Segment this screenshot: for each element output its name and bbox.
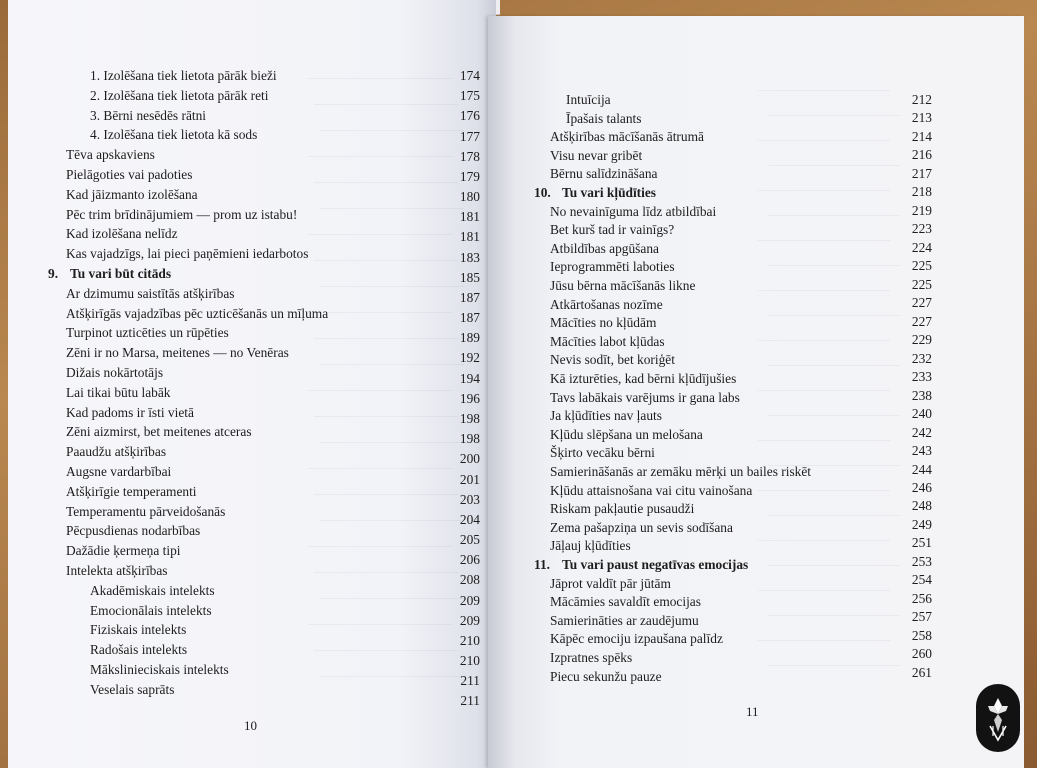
show-through-line: ——————————— [768,457,900,471]
show-through-line: ——————————— [768,107,900,121]
entry-title: Dažādie ķermeņa tipi [66,543,181,559]
entry-title: Tu vari kļūdīties [562,185,657,200]
entry-title: 2. Izolēšana tiek lietota pārāk reti [90,87,269,103]
entry-title: Intuīcija [566,92,611,107]
show-through-line: ——————————— [758,532,890,546]
entry-title: Bērnu salīdzināšana [550,166,658,182]
page-number: 225 [911,276,932,292]
entry-title: Kad padoms ir īsti vietā [66,404,194,420]
entry-title: Ja kļūdīties nav ļauts [550,408,662,424]
show-through-line: ——————————— [758,132,890,146]
entry-title: Zēni aizmirst, bet meitenes atceras [66,424,252,440]
page-number: 257 [911,609,932,625]
page-number: 261 [911,664,932,680]
entry-title: Īpašais talants [566,110,642,126]
entry-title: Ar dzimumu saistītās atšķirības [66,285,235,301]
page-number: 181 [459,209,480,225]
show-through-line: ———————————— [308,304,452,318]
entry-title: Akadēmiskais intelekts [90,582,215,598]
entry-title: Atkārtošanas nozīme [550,296,663,312]
page-number: 183 [459,249,480,265]
show-through-line: ———————————— [314,174,458,188]
entry-title: Augsne vardarbībai [66,464,172,479]
show-through-line: ——————————— [768,657,900,671]
page-number: 244 [911,461,932,477]
page-number: 198 [459,431,480,447]
page-number: 213 [911,110,932,126]
show-through-line: ——————————— [758,82,890,96]
page-number: 181 [459,229,480,245]
show-through-line: ——————————— [768,357,900,371]
show-through-line: ———————————— [308,148,452,162]
page-folio: 11 [746,704,759,719]
entry-title: Kad jāizmanto izolēšana [66,186,198,202]
show-through-line: ——————————— [758,332,890,346]
entry-title: Šķirto vecāku bērni [550,445,655,461]
page-number: 216 [911,147,932,163]
left-page [8,0,496,768]
page-number: 178 [459,148,480,164]
entry-title: Temperamentu pārveidošanās [66,503,226,519]
show-through-line: ———————————— [314,252,458,266]
page-number: 248 [911,498,932,514]
entry-title: Pēcpusdienas nodarbības [66,523,201,539]
entry-title: Mākslinieciskais intelekts [90,662,229,677]
show-through-line: ——————————— [768,407,900,421]
entry-title: Atšķirīgās vajadzības pēc uzticēšanās un mīļuma [66,305,329,321]
show-through-line: ———————————— [314,96,458,110]
show-through-line: ———————————— [308,538,452,552]
page-number: 251 [911,535,932,551]
page-number: 210 [459,653,480,669]
page-number: 249 [911,516,932,532]
page-number: 229 [911,332,932,348]
show-through-line: ——————————— [758,632,890,646]
show-through-line: ——————————— [768,157,900,171]
show-through-line: ———————————— [308,226,452,240]
entry-title: Tavs labākais varējums ir gana labs [550,389,740,405]
page-number: 256 [911,590,932,606]
entry-title: Tu vari paust negatīvas emocijas [562,557,749,572]
page-number: 254 [911,572,932,588]
chapter-number: 10. [534,185,551,200]
show-through-line: ——————————— [758,282,890,296]
page-number: 212 [911,92,932,107]
entry-title: Kā izturēties, kad bērni kļūdījušies [550,371,737,386]
page-number: 258 [911,627,932,643]
page-number: 260 [911,646,932,662]
show-through-line: ———————————— [314,486,458,500]
page-number: 209 [459,592,480,608]
show-through-line: ———————————— [320,668,464,682]
show-through-line: ——————————— [768,207,900,221]
show-through-line: ———————————— [314,330,458,344]
entry-title: Riskam pakļautie pusaudži [550,501,695,517]
entry-title: Atbildības apgūšana [550,240,659,256]
entry-title: Kļūdu attaisnošana vai citu vainošana [550,482,753,498]
show-through-line: ———————————— [314,642,458,656]
chapter-number: 11. [534,557,550,572]
show-through-line: ——————————— [758,432,890,446]
show-through-line: ———————————— [320,122,464,136]
show-through-line: ———————————— [320,512,464,526]
page-number: 214 [911,128,932,144]
show-through-line: ———————————— [308,616,452,630]
chapter-number: 9. [48,266,59,281]
page-number: 200 [459,451,480,467]
entry-title: Paaudžu atšķirības [66,444,167,460]
entry-title: Kāpēc emociju izpaušana palīdz [550,631,723,647]
show-through-line: ———————————— [308,382,452,396]
page-number: 223 [911,221,932,237]
entry-title: Zēni ir no Marsa, meitenes — no Venēras [66,345,289,361]
geometric-flower-logo-icon [976,684,1020,752]
page-number: 211 [460,693,480,709]
page-number: 209 [459,612,480,628]
page-number: 219 [911,202,932,218]
page-number: 225 [911,258,932,274]
page-number: 179 [459,168,480,184]
entry-title: Samierināties ar zaudējumu [550,612,699,628]
entry-title: Kad izolēšana nelīdz [66,226,178,242]
show-through-line: ——————————— [768,507,900,521]
page-number: 174 [459,68,480,83]
page-number: 211 [460,673,480,689]
page-number: 189 [459,330,480,346]
entry-title: Lai tikai būtu labāk [66,384,171,400]
show-through-line: ——————————— [768,257,900,271]
entry-title: Samierināšanās ar zemāku mērķi un bailes riskēt [550,464,812,479]
entry-title: Veselais saprāts [90,681,175,697]
entry-title: Mācīties no kļūdām [550,315,657,331]
show-through-line: ———————————— [320,200,464,214]
entry-title: Atšķirīgie temperamenti [66,483,197,499]
show-through-line: ———————————— [320,434,464,448]
show-through-line: ———————————— [308,70,452,84]
entry-title: Intelekta atšķirības [66,563,168,578]
show-through-line: ———————————— [320,590,464,604]
show-through-line: ———————————— [314,564,458,578]
page-number: 210 [459,632,480,648]
show-through-line: ——————————— [768,307,900,321]
watermark-logo [976,684,1020,752]
page-number: 224 [911,239,932,255]
page-number: 227 [911,313,932,329]
page-number: 243 [911,443,932,459]
entry-title: Mācīties labot kļūdas [550,333,665,349]
entry-title: Emocionālais intelekts [90,602,212,618]
page-number: 175 [459,88,480,104]
show-through-line: ——————————— [758,382,890,396]
page-number: 185 [459,269,480,285]
show-through-line: ——————————— [758,582,890,596]
page-number: 198 [459,410,480,426]
entry-title: Dižais nokārtotājs [66,365,164,380]
entry-title: Jāļauj kļūdīties [550,538,631,554]
entry-title: Jāprot valdīt pār jūtām [550,575,671,591]
page-number: 194 [459,370,480,386]
show-through-line: ———————————— [314,408,458,422]
entry-title: Pēc trim brīdinājumiem — prom uz istabu! [66,206,298,222]
entry-title: Nevis sodīt, bet koriģēt [550,352,675,368]
entry-title: Ieprogrammēti laboties [550,259,675,275]
show-through-line: ——————————— [768,607,900,621]
page-number: 201 [459,471,480,487]
page-number: 177 [459,128,480,144]
entry-title: Pielāgoties vai padoties [66,167,193,182]
page-number: 206 [459,552,480,568]
page-number: 227 [911,295,932,311]
entry-title: Tu vari būt citāds [70,266,172,281]
show-through-line: ———————————— [320,278,464,292]
page-number: 204 [459,511,480,527]
page-number: 203 [459,491,480,507]
page-number: 187 [459,289,480,305]
entry-title: Jūsu bērna mācīšanās likne [550,278,696,293]
page-number: 242 [911,424,932,440]
page-number: 180 [459,189,480,205]
page-number: 253 [911,553,932,569]
right-page [488,16,1024,768]
page-number: 217 [911,165,932,181]
entry-title: No nevainīguma līdz atbildībai [550,203,717,219]
show-through-line: ——————————— [758,182,890,196]
show-through-line: ——————————— [758,232,890,246]
page-number: 233 [911,369,932,385]
page-number: 238 [911,387,932,403]
entry-title: Fiziskais intelekts [90,622,187,638]
page-number: 232 [911,350,932,366]
entry-title: Atšķirības mācīšanās ātrumā [550,129,704,145]
entry-title: 1. Izolēšana tiek lietota pārāk bieži [90,68,277,83]
show-through-line: ———————————— [308,460,452,474]
entry-title: Zema pašapziņa un sevis sodīšana [550,519,733,535]
entry-title: Piecu sekunžu pauze [550,668,662,684]
entry-title: Izpratnes spēks [550,650,633,665]
page-folio: 10 [244,718,257,733]
page-number: 246 [911,479,932,495]
page-number: 240 [911,406,932,422]
entry-title: Mācāmies savaldīt emocijas [550,594,701,610]
entry-title: 4. Izolēšana tiek lietota kā sods [90,127,258,143]
entry-title: Turpinot uzticēties un rūpēties [66,325,229,341]
entry-title: Kas vajadzīgs, lai pieci paņēmieni iedarbotos [66,246,309,262]
show-through-line: ———————————— [320,356,464,370]
entry-title: Kļūdu slēpšana un melošana [550,426,703,442]
entry-title: Visu nevar gribēt [550,147,643,163]
entry-title: Radošais intelekts [90,642,188,658]
entry-title: 3. Bērni nesēdēs rātni [90,107,207,123]
page-number: 205 [459,532,480,548]
show-through-line: ——————————— [768,557,900,571]
page-number: 192 [459,350,480,366]
page-number: 218 [911,184,932,200]
page-number: 176 [459,108,480,124]
show-through-line: ——————————— [758,482,890,496]
page-number: 208 [459,572,480,588]
page-number: 187 [459,310,480,326]
entry-title: Tēva apskaviens [66,147,155,163]
entry-title: Bet kurš tad ir vainīgs? [550,222,675,238]
page-number: 196 [459,390,480,406]
